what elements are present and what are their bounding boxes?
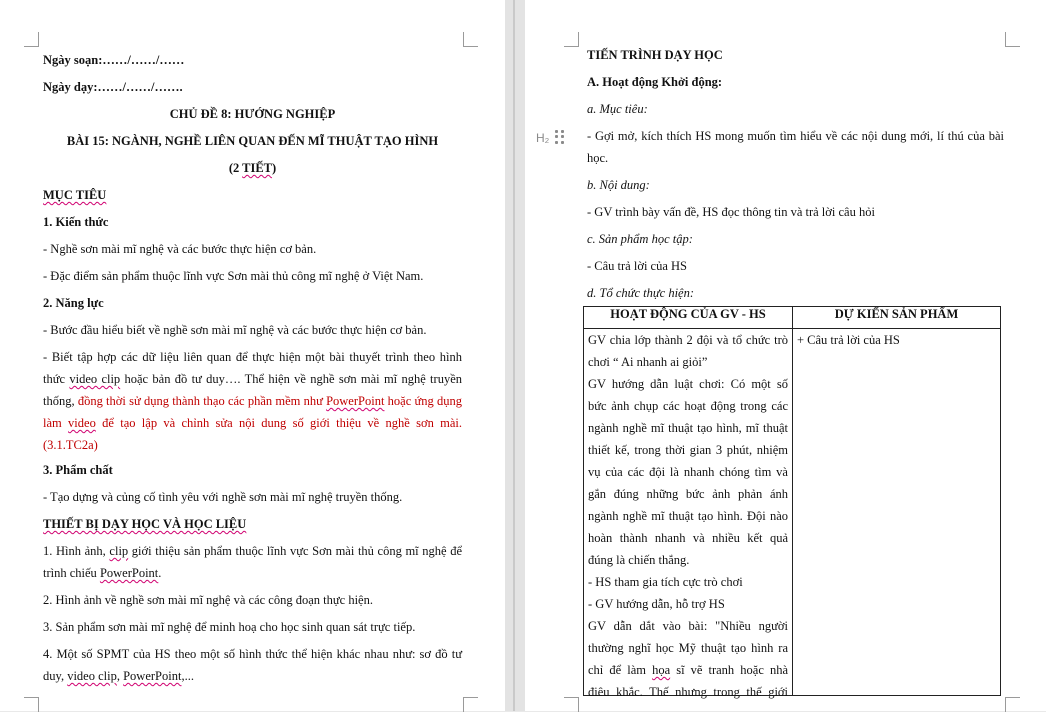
teach-date: Ngày dạy:……/……/……. [43, 80, 183, 94]
equipment-item [43, 668, 194, 684]
process-heading: TIẾN TRÌNH DẠY HỌC [587, 48, 723, 62]
section-a-heading: A. Hoạt động Khởi động: [587, 75, 723, 89]
text-span: ,... [181, 669, 194, 683]
heading-style-icon[interactable]: H₂ [536, 131, 550, 145]
crop-mark-top-right [463, 32, 478, 47]
drag-handle-icon[interactable] [555, 130, 565, 144]
competence-item [43, 371, 462, 387]
text-span: 1. Hình ảnh, [43, 544, 110, 558]
activity-line [588, 662, 788, 678]
text-span: thức [43, 372, 70, 386]
crop-mark-bottom-right [1005, 697, 1020, 712]
activity-line: đúng là chiến thắng. [588, 553, 690, 567]
activity-cell [584, 329, 793, 699]
text-span: chỉ để làm [588, 663, 653, 677]
activity-line: gắn đúng những bức ảnh phản ánh [588, 487, 788, 501]
text-span: sĩ vẽ tranh hoặc nhà [670, 663, 788, 677]
activity-line: vụ của các đội là nhanh chóng tìm và [588, 465, 788, 479]
product-text: - Câu trả lời của HS [587, 259, 687, 273]
highlight-text: hoặc ứng dụng [384, 394, 462, 408]
text-span: giới thiệu sản phẩm thuộc lĩnh vực Sơn mài thủ công mĩ nghệ để [128, 544, 462, 558]
highlight-text: làm [43, 416, 69, 430]
equipment-heading: THIẾT BỊ DẠY HỌC VÀ HỌC LIỆU [43, 517, 247, 531]
highlight-text: để tạo lập và chỉnh sửa nội dung số giới thiệu về nghề sơn mài. [95, 416, 462, 430]
activity-line: GV chia lớp thành 2 đội và tổ chức trò [588, 333, 788, 347]
competence-heading: 2. Năng lực [43, 296, 104, 310]
equipment-item: 3. Sản phẩm sơn mài mĩ nghệ để minh hoạ cho học sinh quan sát trực tiếp. [43, 620, 416, 634]
product-cell-body [793, 329, 1000, 695]
crop-mark-top-right [1005, 32, 1020, 47]
activity-line: thiết kế, trong thời gian 3 phút, nhiệm [588, 443, 788, 457]
equipment-item [43, 543, 462, 559]
table-header-row [584, 307, 1001, 329]
spellcheck-word: clip [109, 544, 129, 558]
text-span: duy, [43, 669, 68, 683]
activity-line: GV hướng dẫn luật chơi: Có một số [588, 377, 788, 391]
activity-line: điêu khắc. Thế nhưng trong thế giới [588, 685, 788, 699]
goal-label: a. Mục tiêu: [587, 102, 648, 116]
text-span: , [116, 669, 124, 683]
crop-mark-top-left [24, 32, 39, 47]
spellcheck-word: video clip [69, 372, 121, 386]
knowledge-item: - Nghề sơn mài mĩ nghệ và các bước thực hiện cơ bản. [43, 242, 317, 256]
crop-mark-top-left [564, 32, 579, 47]
knowledge-heading: 1. Kiến thức [43, 215, 109, 229]
activity-line: chơi “ Ai nhanh ai giỏi” [588, 355, 708, 369]
duration-text: ) [272, 161, 277, 175]
activity-line: ngành nghề mĩ thuật tạo hình. Đội nào [588, 509, 788, 523]
content-label: b. Nội dung: [587, 178, 650, 192]
spellcheck-word: PowerPoint [123, 669, 182, 683]
spellcheck-word: video clip [67, 669, 117, 683]
crop-mark-bottom-left [24, 697, 39, 712]
text-span: . [158, 566, 162, 580]
page-divider [513, 0, 515, 711]
activity-line: thường nghĩ học Mỹ thuật tạo hình ra [588, 641, 788, 655]
activity-line: ngành nghề mĩ thuật tạo hình, mĩ thuật [588, 421, 788, 435]
crop-mark-bottom-left [564, 697, 579, 712]
organization-label: d. Tổ chức thực hiện: [587, 286, 695, 300]
activity-line: - HS tham gia tích cực trò chơi [588, 575, 743, 589]
goal-text: - Gợi mở, kích thích HS mong muốn tìm hiểu về các nội dung mới, lí thú của bài [587, 129, 1004, 143]
activity-line: - GV hướng dẫn, hỗ trợ HS [588, 597, 725, 611]
page-gutter [505, 0, 525, 711]
text-span: thống, [43, 394, 78, 408]
activity-line: bức ảnh chụp các hoạt động trong các [588, 399, 788, 413]
table-header-product: DỰ KIẾN SẢN PHẨM [793, 307, 1001, 329]
prep-date: Ngày soạn:……/……/…… [43, 53, 185, 67]
equipment-item: 4. Một số SPMT của HS theo một số hình thức thể hiện khác nhau như: sơ đồ tư [43, 647, 462, 661]
spellcheck-word: PowerPoint [326, 394, 385, 408]
duration-text: (2 [228, 161, 243, 175]
activity-line: GV dẫn dắt vào bài: "Nhiều người [588, 619, 788, 633]
quality-item: - Tạo dựng và củng cố tình yêu với nghề sơn mài mĩ nghệ truyền thống. [43, 490, 403, 504]
activity-line: hoàn thành nhanh và nhiều kết quả [588, 531, 788, 545]
competence-code: (3.1.TC2a) [43, 438, 98, 452]
lesson-duration [43, 160, 462, 176]
content-text: - GV trình bày vấn đề, HS đọc thông tin và trả lời câu hỏi [587, 205, 875, 219]
objectives-heading: MỤC TIÊU [43, 188, 107, 202]
quality-heading: 3. Phẩm chất [43, 463, 113, 477]
competence-item [43, 393, 462, 409]
competence-item: - Bước đầu hiểu biết về nghề sơn mài mĩ nghệ và các bước thực hiện cơ bản. [43, 323, 427, 337]
knowledge-item: - Đặc điểm sản phẩm thuộc lĩnh vực Sơn mài thủ công mĩ nghệ ở Việt Nam. [43, 269, 424, 283]
equipment-item: 2. Hình ảnh về nghề sơn mài mĩ nghệ và các công đoạn thực hiện. [43, 593, 373, 607]
product-cell-text: + Câu trả lời của HS [797, 333, 900, 347]
goal-text: học. [587, 151, 609, 165]
text-span: trình chiếu [43, 566, 100, 580]
crop-mark-bottom-right [463, 697, 478, 712]
competence-item: - Biết tập hợp các dữ liệu liên quan để thực hiện một bài thuyết trình theo hình [43, 350, 462, 364]
product-cell [793, 329, 1001, 696]
topic-title: CHỦ ĐỀ 8: HƯỚNG NGHIỆP [169, 107, 336, 121]
spellcheck-word: họa [652, 663, 671, 677]
table-row [584, 329, 1001, 696]
highlight-text: đồng thời sử dụng thành thạo các phần mềm như [77, 394, 327, 408]
activity-table [583, 306, 1001, 699]
lesson-title: BÀI 15: NGÀNH, NGHỀ LIÊN QUAN ĐẾN MĨ THUẬT TẠO HÌNH [66, 134, 439, 148]
text-span: hoặc bản đồ tư duy…. Thể hiện về nghề sơn mài mĩ nghệ truyền [120, 372, 462, 386]
equipment-item [43, 565, 161, 581]
product-label: c. Sản phẩm học tập: [587, 232, 693, 246]
spellcheck-word: PowerPoint [99, 566, 159, 580]
spellcheck-word: video [68, 416, 96, 430]
duration-word: TIẾT [242, 161, 273, 175]
competence-item [43, 415, 462, 431]
table-header-activity: HOẠT ĐỘNG CỦA GV - HS [584, 307, 793, 329]
activity-cell-body [584, 329, 792, 699]
